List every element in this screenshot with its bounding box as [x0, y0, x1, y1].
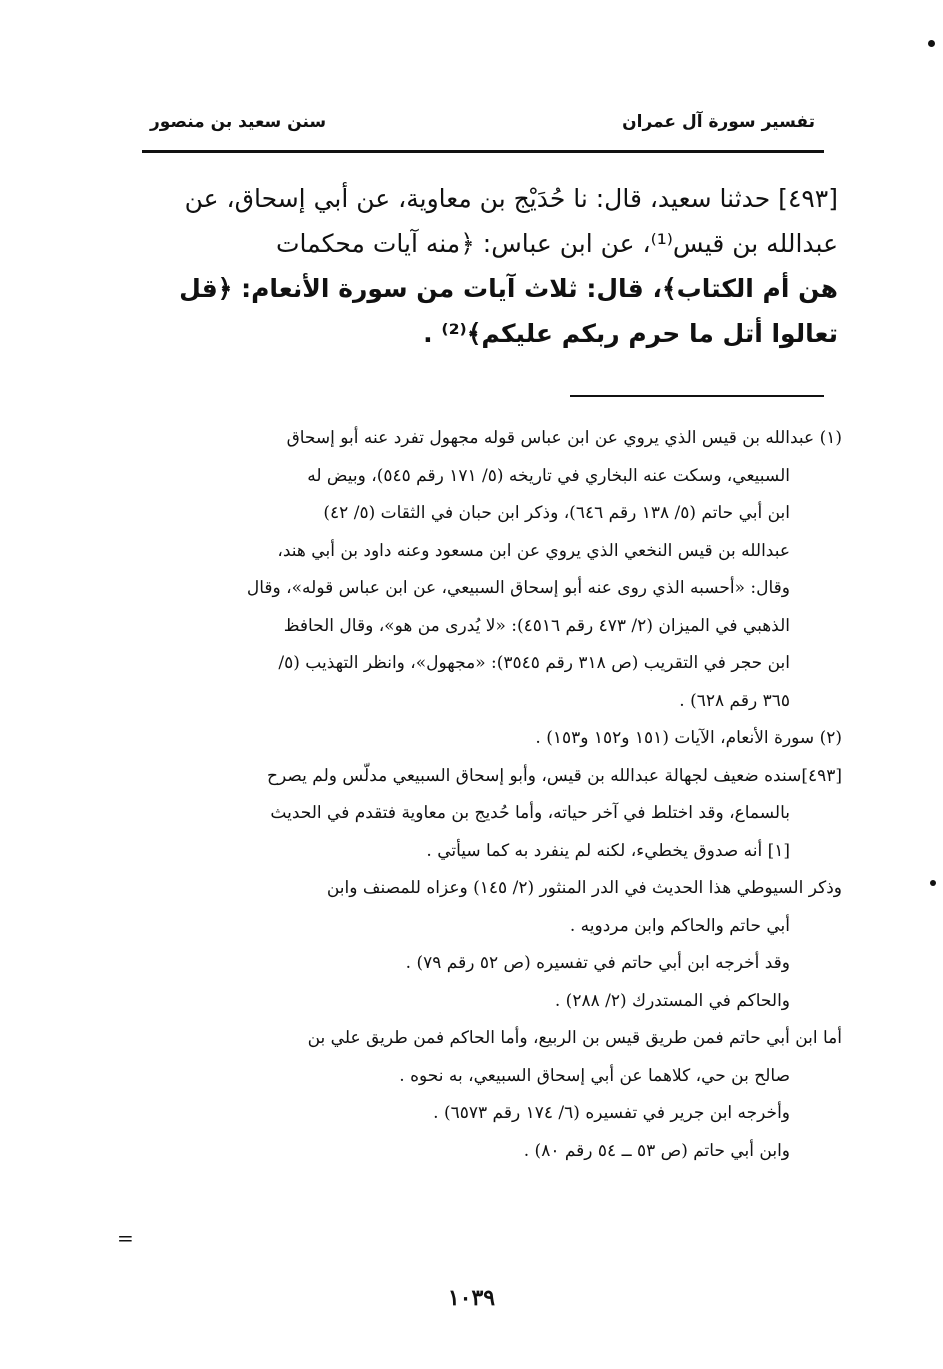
takhrij-line: وقد أخرجه ابن أبي حاتم في تفسيره (ص ٥٢ رقم ٧٩) . [405, 953, 790, 973]
hadith-line: تعالوا أتل ما حرم ربكم عليكم﴾⁽²⁾ . [423, 319, 838, 348]
footnote-line: (١) عبدالله بن قيس الذي يروي عن ابن عباس قوله مجهول تفرد عنه أبو إسحاق [286, 428, 842, 448]
footnote-line: الذهبي في الميزان (٢/ ٤٧٣ رقم ٤٥١٦): «لا يُدرى من هو»، وقال الحافظ [283, 615, 790, 636]
footnote-line: السبيعي، وسكت عنه البخاري في تاريخه (٥/ ١٧١ رقم ٥٤٥)، وبيض له [307, 465, 790, 486]
footnote-line: ٣٦٥ رقم ٦٢٨) . [679, 690, 790, 711]
hadith-line: [٤٩٣] حدثنا سعيد، قال: نا حُدَيْج بن معاوية، عن أبي إسحاق، عن [184, 184, 838, 213]
footnotes-block [136, 420, 842, 1170]
running-header-chapter: تفسير سورة آل عمران [622, 112, 815, 132]
takhrij-line: أما ابن أبي حاتم فمن طريق قيس بن الربيع، وأما الحاكم فمن طريق علي بن [307, 1028, 842, 1048]
footnote-separator [570, 395, 824, 397]
margin-continuation-mark: = [117, 1226, 134, 1250]
hadith-line: هن أم الكتاب﴾، قال: ثلاث آيات من سورة الأنعام: ﴿قل [179, 274, 838, 303]
takhrij-line: [١] أنه صدوق يخطيء، لكنه لم ينفرد به كما سيأتي . [426, 840, 790, 861]
takhrij-line: وأخرجه ابن جرير في تفسيره (٦/ ١٧٤ رقم ٦٥٧٣) . [433, 1103, 790, 1123]
footnote-line: (٢) سورة الأنعام، الآيات (١٥١ و١٥٢ و١٥٣) . [535, 728, 842, 748]
takhrij-line: بالسماع، وقد اختلط في آخر حياته، وأما حُديج بن معاوية فتقدم في الحديث [270, 803, 790, 823]
scan-dot [930, 880, 936, 886]
takhrij-line: أبي حاتم والحاكم وابن مردويه . [569, 915, 790, 936]
takhrij-line: صالح بن حي، كلاهما عن أبي إسحاق السبيعي، به نحوه . [399, 1065, 790, 1086]
footnote-line: عبدالله بن قيس النخعي الذي يروي عن ابن مسعود وعنه داود بن أبي هند، [277, 540, 790, 561]
running-header-book: سنن سعيد بن منصور [150, 112, 327, 132]
takhrij-line: [٤٩٣]سنده ضعيف لجهالة عبدالله بن قيس، وأبو إسحاق السبيعي مدلّس ولم يصرح [267, 765, 842, 786]
header-rule [142, 150, 824, 153]
hadith-line: عبدالله بن قيس⁽¹⁾، عن ابن عباس: ﴿منه آيات محكمات [275, 229, 838, 258]
page-number: ١٠٣٩ [447, 1285, 496, 1311]
takhrij-line: والحاكم في المستدرك (٢/ ٢٨٨) . [554, 990, 790, 1011]
footnote-line: ابن حجر في التقريب (ص ٣١٨ رقم ٣٥٤٥): «مجهول»، وانظر التهذيب (٥/ [278, 653, 790, 673]
scan-dot [928, 40, 935, 47]
takhrij-line: وذكر السيوطي هذا الحديث في الدر المنثور (٢/ ١٤٥) وعزاه للمصنف وابن [326, 878, 842, 898]
footnote-line: ابن أبي حاتم (٥/ ١٣٨ رقم ٦٤٦)، وذكر ابن حبان في الثقات (٥/ ٤٢) [323, 503, 790, 523]
footnote-line: وقال: «أحسبه الذي روى عنه أبو إسحاق السبيعي، عن ابن عباس قوله»، وقال [246, 578, 790, 598]
hadith-text [138, 176, 838, 356]
takhrij-line: وابن أبي حاتم (ص ٥٣ ــ ٥٤ رقم ٨٠) . [523, 1140, 790, 1161]
